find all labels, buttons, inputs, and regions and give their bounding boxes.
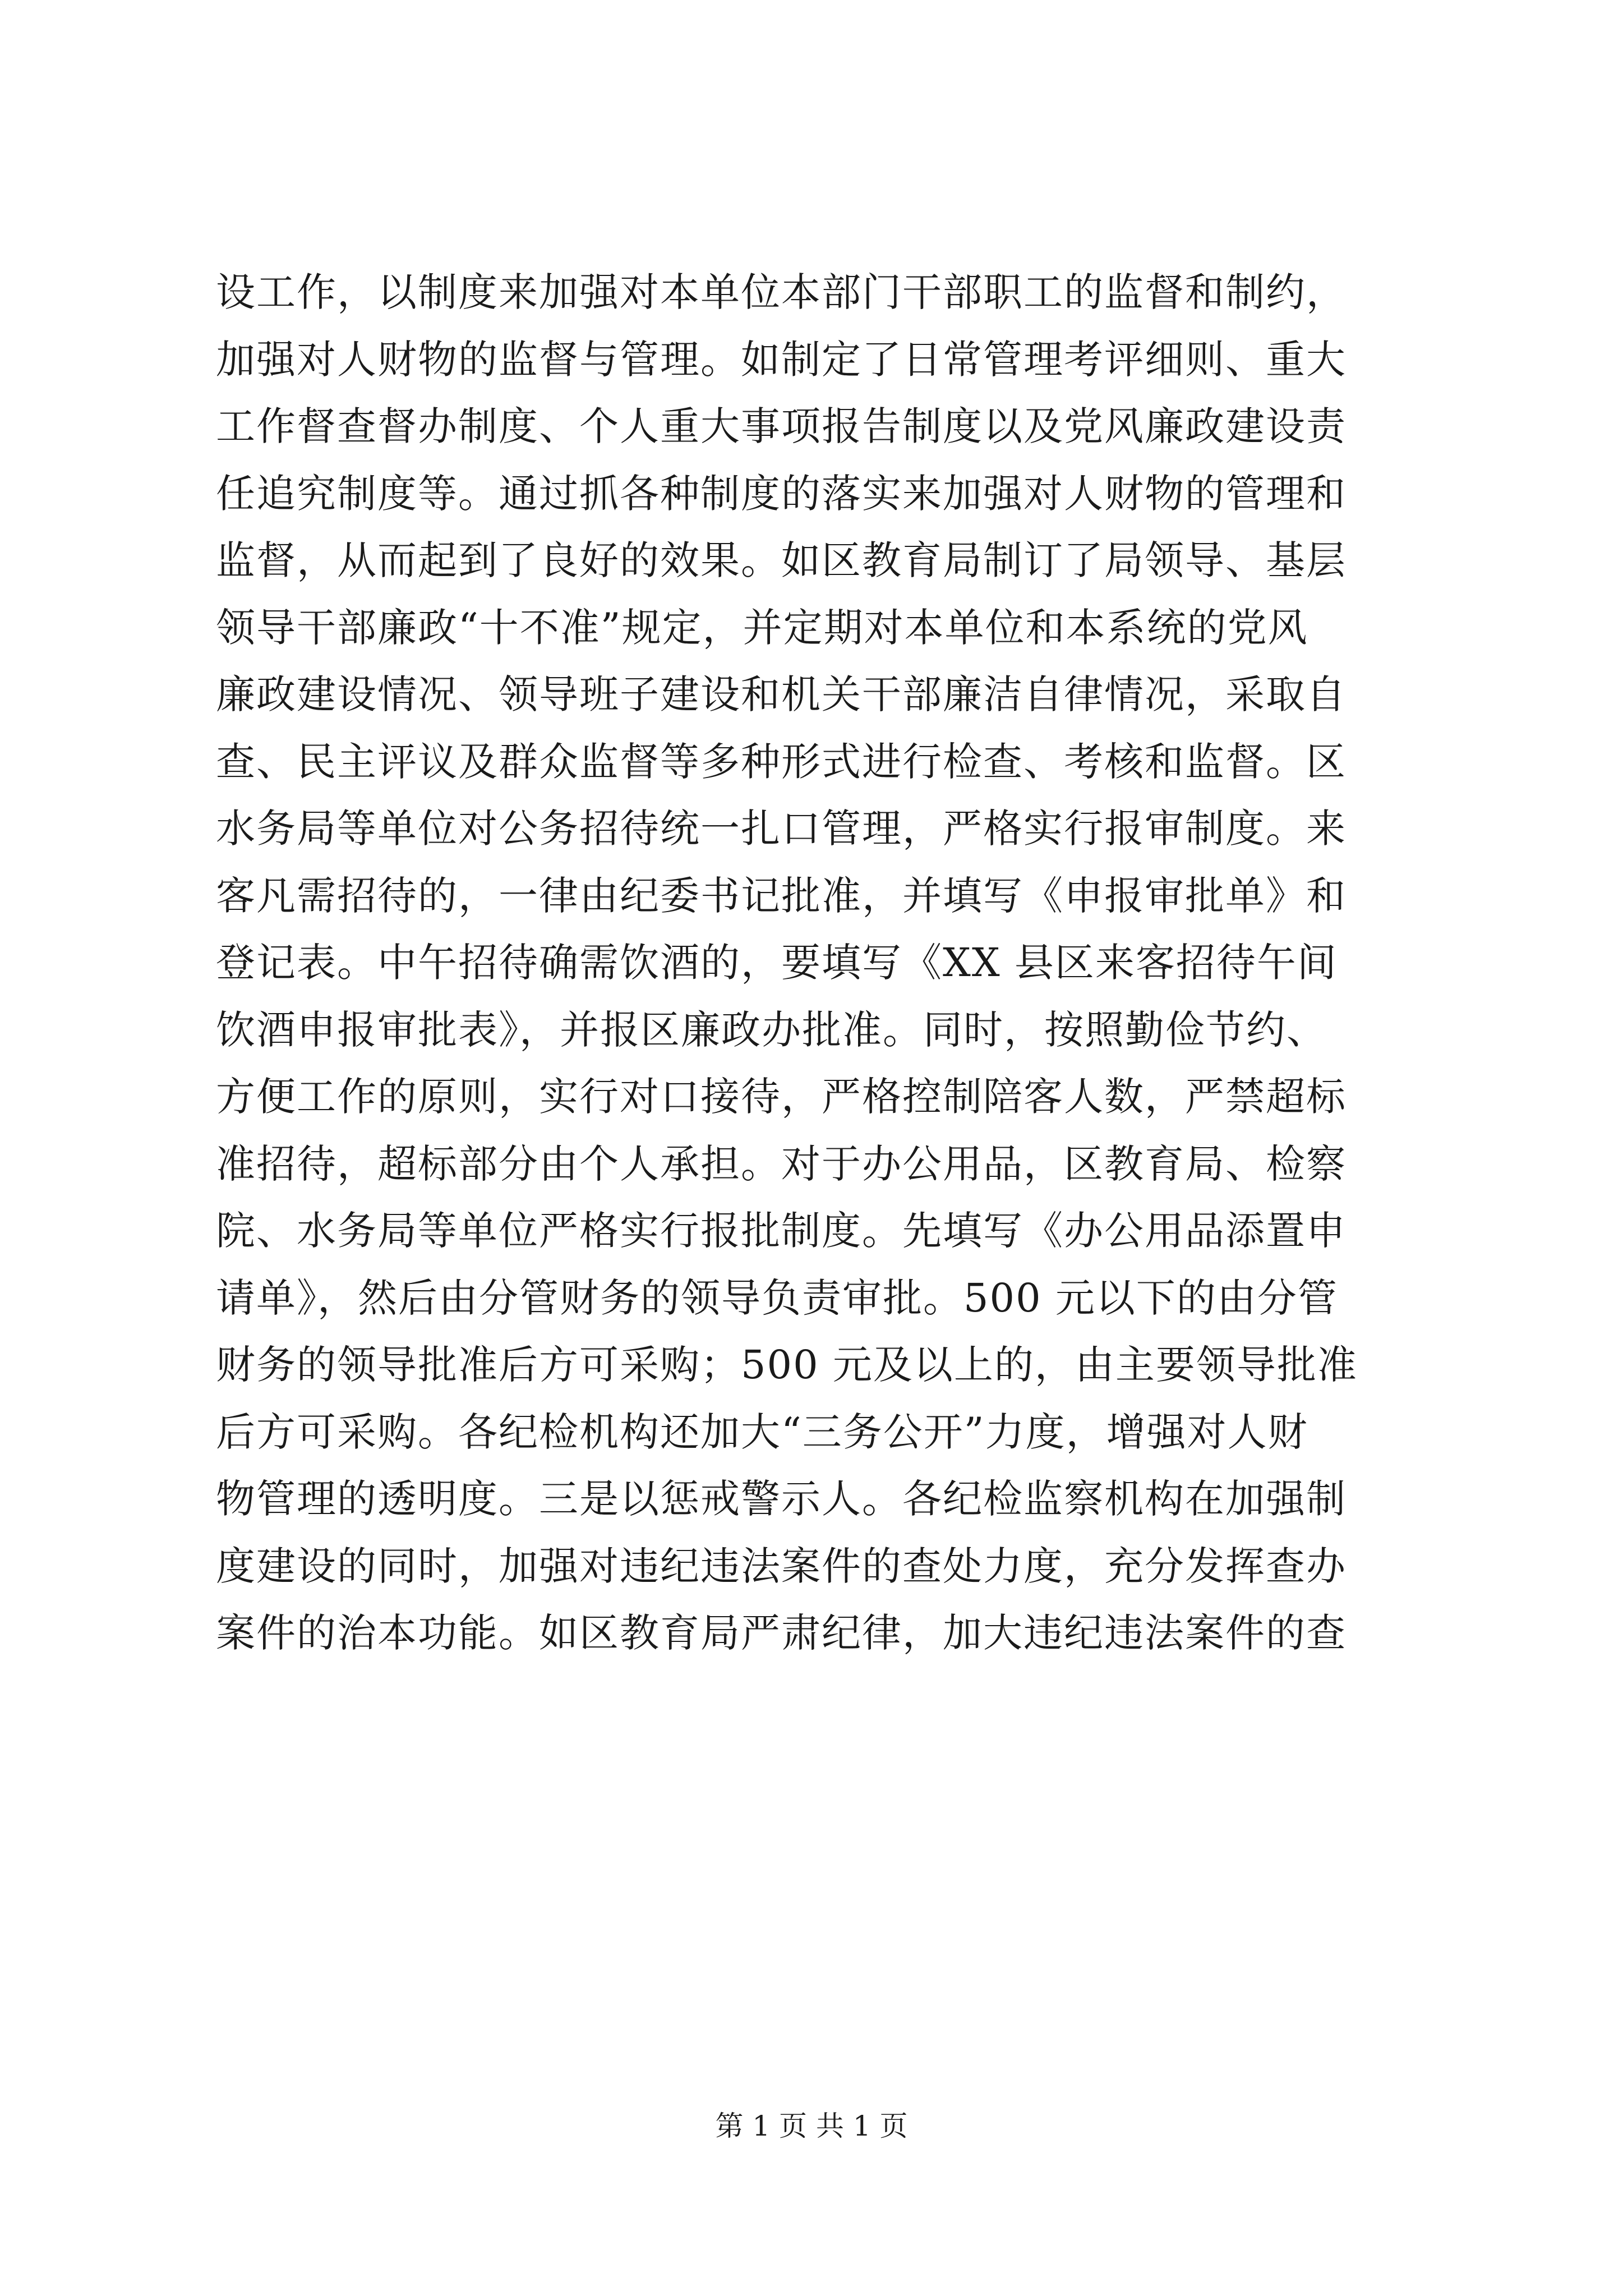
text-line-19: 物管理的透明度。三是以惩戒警示人。各纪检监察机构在加强制 (216, 1476, 1347, 1522)
text-line-2: 加强对人财物的监督与管理。如制定了日常管理考评细则、重大 (216, 336, 1347, 383)
text-line-16: 请单》，然后由分管财务的领导负责审批。500 元以下的由分管 (216, 1274, 1338, 1321)
page-footer (0, 2104, 1623, 2144)
text-line-10: 客凡需招待的，一律由纪委书记批准，并填写《申报审批单》和 (216, 872, 1347, 919)
document-body (216, 259, 1607, 1667)
text-line-17: 财务的领导批准后方可采购；500 元及以上的，由主要领导批准 (216, 1342, 1358, 1388)
text-line-12: 饮酒申报审批表》，并报区廉政办批准。同时，按照勤俭节约、 (216, 1006, 1327, 1053)
page-number-indicator: 第 1 页 共 1 页 (715, 2110, 908, 2142)
text-line-5: 监督，从而起到了良好的效果。如区教育局制订了局领导、基层 (216, 537, 1347, 583)
text-line-15: 院、水务局等单位严格实行报批制度。先填写《办公用品添置申 (216, 1208, 1347, 1254)
text-line-6: 领导干部廉政“十不准”规定，并定期对本单位和本系统的党风 (216, 604, 1308, 651)
text-line-1: 设工作，以制度来加强对本单位本部门干部职工的监督和制约， (216, 269, 1347, 315)
text-line-7: 廉政建设情况、领导班子建设和机关干部廉洁自律情况，采取自 (216, 671, 1347, 717)
text-line-14: 准招待，超标部分由个人承担。对于办公用品，区教育局、检察 (216, 1140, 1347, 1187)
text-line-18: 后方可采购。各纪检机构还加大“三务公开”力度，增强对人财 (216, 1409, 1308, 1455)
text-line-3: 工作督查督办制度、个人重大事项报告制度以及党风廉政建设责 (216, 403, 1347, 449)
text-line-9: 水务局等单位对公务招待统一扎口管理，严格实行报审制度。来 (216, 806, 1347, 852)
text-line-4: 任追究制度等。通过抓各种制度的落实来加强对人财物的管理和 (216, 470, 1347, 517)
text-line-21: 案件的治本功能。如区教育局严肃纪律，加大违纪违法案件的查 (216, 1610, 1347, 1656)
text-line-13: 方便工作的原则，实行对口接待，严格控制陪客人数，严禁超标 (216, 1074, 1347, 1120)
text-line-11: 登记表。中午招待确需饮酒的，要填写《XX 县区来客招待午间 (216, 940, 1338, 986)
text-line-20: 度建设的同时，加强对违纪违法案件的查处力度，充分发挥查办 (216, 1543, 1347, 1589)
text-line-8: 查、民主评议及群众监督等多种形式进行检查、考核和监督。区 (216, 738, 1347, 785)
